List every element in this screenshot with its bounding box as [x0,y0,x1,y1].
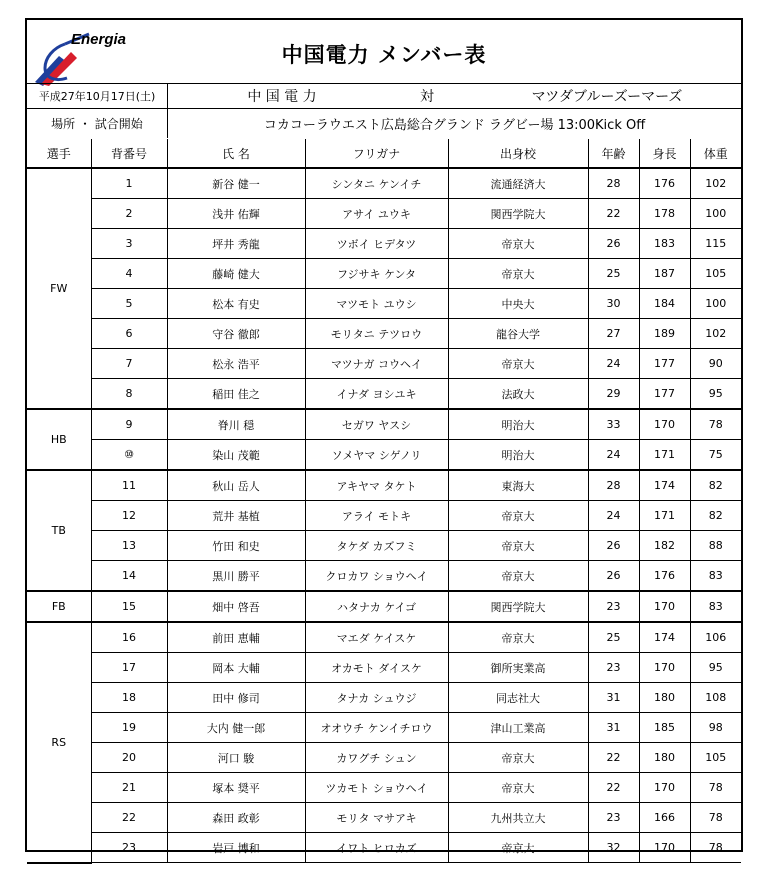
player-height: 182 [639,531,690,561]
player-age: 23 [588,803,639,833]
player-school: 帝京大 [448,622,588,653]
roster-body [27,168,741,863]
player-age: 29 [588,379,639,410]
player-height: 171 [639,440,690,471]
table-row [27,319,741,349]
player-school: 帝京大 [448,501,588,531]
player-age: 25 [588,622,639,653]
table-row [27,622,741,653]
player-furigana: マエダ ケイスケ [305,622,448,653]
player-age: 23 [588,653,639,683]
player-school: 龍谷大学 [448,319,588,349]
column-header: 氏 名 [167,139,305,168]
player-weight: 102 [690,168,741,199]
venue-label: 場所 ・ 試合開始 [27,109,168,138]
player-school: 帝京大 [448,531,588,561]
player-name: 大内 健一郎 [167,713,305,743]
column-header: 体重 [690,139,741,168]
logo-text: Energia [71,31,127,48]
match-date: 平成27年10月17日(土) [27,84,168,108]
position-group: TB [27,470,91,591]
player-number: 4 [91,259,167,289]
player-school: 九州共立大 [448,803,588,833]
table-row [27,349,741,379]
table-row [27,773,741,803]
table-row [27,561,741,592]
player-age: 27 [588,319,639,349]
player-furigana: モリタニ テツロウ [305,319,448,349]
player-height: 189 [639,319,690,349]
player-furigana: オカモト ダイスケ [305,653,448,683]
player-number: 23 [91,833,167,863]
roster-table [27,139,741,864]
player-school: 明治大 [448,409,588,440]
player-height: 180 [639,683,690,713]
player-furigana: イナダ ヨシユキ [305,379,448,410]
player-age: 22 [588,743,639,773]
column-header: 選手 [27,139,91,168]
player-number: 2 [91,199,167,229]
page-title: 中国電力 メンバー表 [281,43,487,67]
player-number: 11 [91,470,167,501]
position-group: FB [27,591,91,622]
player-school: 帝京大 [448,833,588,863]
player-number: 18 [91,683,167,713]
player-name: 前田 恵輔 [167,622,305,653]
column-header: 身長 [639,139,690,168]
player-furigana: セガワ ヤスシ [305,409,448,440]
player-school: 同志社大 [448,683,588,713]
player-age: 31 [588,713,639,743]
player-name: 松永 浩平 [167,349,305,379]
player-furigana: アサイ ユウキ [305,199,448,229]
player-name: 河口 駿 [167,743,305,773]
player-age: 25 [588,259,639,289]
table-row [27,501,741,531]
player-name: 守谷 徹郎 [167,319,305,349]
player-name: 畑中 啓吾 [167,591,305,622]
player-number: 12 [91,501,167,531]
player-name: 塚本 奨平 [167,773,305,803]
player-name: 森田 政彰 [167,803,305,833]
player-furigana: マツモト ユウシ [305,289,448,319]
player-height: 180 [639,743,690,773]
player-age: 23 [588,591,639,622]
column-header: フリガナ [305,139,448,168]
player-name: 脊川 穏 [167,409,305,440]
table-row [27,470,741,501]
player-weight: 83 [690,561,741,592]
player-name: 竹田 和史 [167,531,305,561]
table-row [27,289,741,319]
player-height: 184 [639,289,690,319]
player-weight: 82 [690,501,741,531]
player-name: 荒井 基植 [167,501,305,531]
player-furigana: クロカワ ショウヘイ [305,561,448,592]
player-weight: 78 [690,833,741,863]
player-name: 新谷 健一 [167,168,305,199]
player-age: 26 [588,561,639,592]
player-school: 関西学院大 [448,591,588,622]
player-number: 22 [91,803,167,833]
player-weight: 100 [690,199,741,229]
player-number: ⑩ [91,440,167,471]
player-name: 田中 修司 [167,683,305,713]
player-name: 稲田 佳之 [167,379,305,410]
player-height: 187 [639,259,690,289]
table-row [27,833,741,863]
table-row [27,229,741,259]
table-row [27,259,741,289]
venue-info: コカコーラウエスト広島総合グランド ラグビー場 13:00Kick Off [263,118,646,133]
player-height: 176 [639,168,690,199]
player-number: 7 [91,349,167,379]
player-name: 藤崎 健大 [167,259,305,289]
player-weight: 88 [690,531,741,561]
player-weight: 78 [690,773,741,803]
player-age: 28 [588,470,639,501]
player-height: 177 [639,379,690,410]
table-row [27,803,741,833]
versus-label: 対 [420,89,434,105]
player-number: 21 [91,773,167,803]
player-number: 15 [91,591,167,622]
player-number: 16 [91,622,167,653]
table-row [27,591,741,622]
player-height: 176 [639,561,690,592]
player-school: 法政大 [448,379,588,410]
table-row [27,713,741,743]
player-height: 177 [639,349,690,379]
player-weight: 100 [690,289,741,319]
player-school: 中央大 [448,289,588,319]
player-age: 24 [588,440,639,471]
player-weight: 115 [690,229,741,259]
player-weight: 95 [690,653,741,683]
table-row [27,168,741,199]
table-row [27,199,741,229]
table-row [27,409,741,440]
table-row [27,440,741,471]
position-group: RS [27,622,91,863]
player-height: 174 [639,470,690,501]
player-age: 31 [588,683,639,713]
player-number: 5 [91,289,167,319]
player-weight: 82 [690,470,741,501]
player-age: 24 [588,501,639,531]
player-name: 坪井 秀龍 [167,229,305,259]
player-furigana: ハタナカ ケイゴ [305,591,448,622]
player-height: 170 [639,833,690,863]
player-number: 14 [91,561,167,592]
player-name: 松本 有史 [167,289,305,319]
player-weight: 95 [690,379,741,410]
player-weight: 108 [690,683,741,713]
player-furigana: マツナガ コウヘイ [305,349,448,379]
player-school: 帝京大 [448,259,588,289]
player-height: 174 [639,622,690,653]
player-age: 24 [588,349,639,379]
player-weight: 98 [690,713,741,743]
player-name: 染山 茂範 [167,440,305,471]
player-furigana: オオウチ ケンイチロウ [305,713,448,743]
player-age: 30 [588,289,639,319]
player-number: 1 [91,168,167,199]
player-height: 170 [639,773,690,803]
player-furigana: イワト ヒロカズ [305,833,448,863]
player-school: 流通経済大 [448,168,588,199]
player-number: 3 [91,229,167,259]
player-name: 岩戸 博和 [167,833,305,863]
position-group: HB [27,409,91,470]
player-height: 170 [639,409,690,440]
player-weight: 90 [690,349,741,379]
player-furigana: アキヤマ タケト [305,470,448,501]
member-sheet [25,18,743,855]
table-row [27,743,741,773]
player-school: 帝京大 [448,229,588,259]
player-weight: 105 [690,743,741,773]
player-furigana: アライ モトキ [305,501,448,531]
table-row [27,653,741,683]
player-furigana: モリタ マサアキ [305,803,448,833]
player-age: 32 [588,833,639,863]
player-school: 帝京大 [448,773,588,803]
player-weight: 75 [690,440,741,471]
player-number: 19 [91,713,167,743]
player-school: 御所実業高 [448,653,588,683]
player-school: 帝京大 [448,349,588,379]
player-age: 26 [588,531,639,561]
player-furigana: フジサキ ケンタ [305,259,448,289]
player-height: 178 [639,199,690,229]
away-team: マツダブルーズーマーズ [531,89,683,105]
player-height: 170 [639,653,690,683]
player-furigana: ツカモト ショウヘイ [305,773,448,803]
player-furigana: ツボイ ヒデタツ [305,229,448,259]
player-school: 帝京大 [448,561,588,592]
player-age: 26 [588,229,639,259]
player-weight: 102 [690,319,741,349]
player-number: 17 [91,653,167,683]
player-number: 20 [91,743,167,773]
home-team: 中 国 電 力 [247,89,317,105]
player-name: 岡本 大輔 [167,653,305,683]
player-number: 6 [91,319,167,349]
player-height: 170 [639,591,690,622]
table-row [27,379,741,410]
player-height: 166 [639,803,690,833]
player-height: 183 [639,229,690,259]
player-school: 東海大 [448,470,588,501]
player-height: 171 [639,501,690,531]
player-age: 28 [588,168,639,199]
table-row [27,531,741,561]
player-furigana: ソメヤマ シゲノリ [305,440,448,471]
column-header: 背番号 [91,139,167,168]
player-age: 33 [588,409,639,440]
table-header-row [27,139,741,168]
player-furigana: カワグチ シュン [305,743,448,773]
player-weight: 83 [690,591,741,622]
player-number: 9 [91,409,167,440]
player-school: 帝京大 [448,743,588,773]
player-school: 津山工業高 [448,713,588,743]
player-furigana: シンタニ ケンイチ [305,168,448,199]
player-weight: 106 [690,622,741,653]
player-weight: 105 [690,259,741,289]
player-weight: 78 [690,803,741,833]
table-row [27,683,741,713]
player-name: 黒川 勝平 [167,561,305,592]
player-school: 明治大 [448,440,588,471]
player-age: 22 [588,773,639,803]
player-age: 22 [588,199,639,229]
player-name: 浅井 佑輝 [167,199,305,229]
player-furigana: タナカ シュウジ [305,683,448,713]
player-number: 8 [91,379,167,410]
player-name: 秋山 岳人 [167,470,305,501]
player-furigana: タケダ カズフミ [305,531,448,561]
column-header: 年齢 [588,139,639,168]
player-weight: 78 [690,409,741,440]
player-number: 13 [91,531,167,561]
column-header: 出身校 [448,139,588,168]
position-group: FW [27,168,91,409]
player-school: 関西学院大 [448,199,588,229]
player-height: 185 [639,713,690,743]
